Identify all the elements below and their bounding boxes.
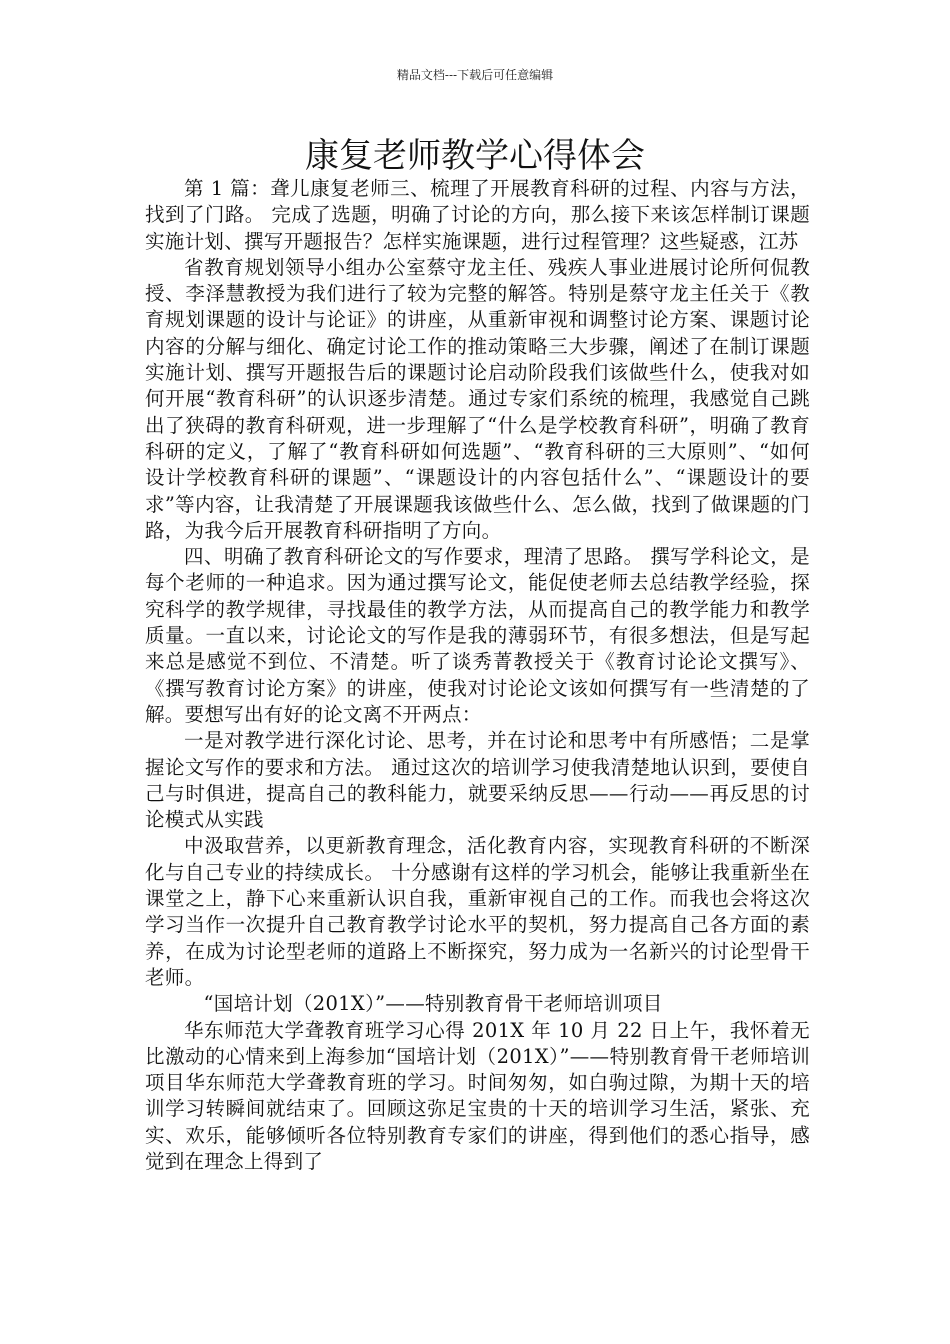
paragraph: 省教育规划领导小组办公室蔡守龙主任、残疾人事业进展讨论所何侃教授、李泽慧教授为我们进行了较为完整的解答。特别是蔡守龙主任关于《教育规划课题的设计与论证》的讲座，从重新审视和调整讨论方案、课题讨论内容的分解与细化、确定讨论工作的推动策略三大步骤，阐述了在制订课题实施计划、撰写开题报告后的课题讨论启动阶段我们该做些什么，使我对如何开展“教育科研”的认识逐步清楚。通过专家们系统的梳理，我感觉自己跳出了狭碍的教育科研观，进一步理解了“什么是学校教育科研”，明确了教育科研的定义，了解了“教育科研如何选题”、“教育科研的三大原则”、“如何设计学校教育科研的课题”、“课题设计的内容包括什么”、“课题设计的要求”等内容，让我清楚了开展课题我该做些什么、怎么做，找到了做课题的门路，为我今后开展教育科研指明了方向。: [145, 255, 810, 542]
paragraph: 四、明确了教育科研论文的写作要求，理清了思路。 撰写学科论文，是每个老师的一种追求。因为通过撰写论文，能促使老师去总结教学经验，探究科学的教学规律，寻找最佳的教学方法，从而提高自己的教学能力和教学质量。一直以来，讨论论文的写作是我的薄弱环节，有很多想法，但是写起来总是感觉不到位、不清楚。听了谈秀菁教授关于《教育讨论论文撰写》、《撰写教育讨论方案》的讲座，使我对讨论论文该如何撰写有一些清楚的了解。要想写出有好的论文离不开两点：: [145, 545, 810, 726]
paragraph: 中汲取营养，以更新教育理念，活化教育内容，实现教育科研的不断深化与自己专业的持续成长。 十分感谢有这样的学习机会，能够让我重新坐在课堂之上，静下心来重新认识自我，重新审视自己的工作。而我也会将这次学习当作一次提升自己教育教学讨论水平的契机，努力提高自己各方面的素养，在成为讨论型老师的道路上不断探究，努力成为一名新兴的讨论型骨干老师。: [145, 834, 810, 989]
document-body: [145, 176, 810, 1175]
section-heading: “国培计划（201X）”——特别教育骨干老师培训项目: [203, 992, 663, 1016]
header-note: 精品文档---下载后可任意编辑: [396, 68, 554, 82]
paragraph: 第 1 篇：聋儿康复老师三、梳理了开展教育科研的过程、内容与方法，找到了门路。 完成了选题，明确了讨论的方向，那么接下来该怎样制订课题实施计划、撰写开题报告？怎样实施课题，进行过程管理？这些疑惑，江苏: [145, 177, 810, 253]
document-title: 康复老师教学心得体会: [305, 136, 645, 176]
paragraph: 华东师范大学聋教育班学习心得 201X 年 10 月 22 日上午，我怀着无比激动的心情来到上海参加“国培计划（201X）”——特别教育骨干老师培训项目华东师范大学聋教育班的学习。时间匆匆，如白驹过隙，为期十天的培训学习转瞬间就结束了。回顾这弥足宝贵的十天的培训学习生活，紧张、充实、欢乐，能够倾听各位特别教育专家们的讲座，得到他们的悉心指导，感觉到在理念上得到了: [145, 1018, 810, 1173]
paragraph: 一是对教学进行深化讨论、思考，并在讨论和思考中有所感悟；二是掌握论文写作的要求和方法。 通过这次的培训学习使我清楚地认识到，要使自己与时俱进，提高自己的教科能力，就要采纳反思——行动——再反思的讨论模式从实践: [145, 729, 810, 832]
